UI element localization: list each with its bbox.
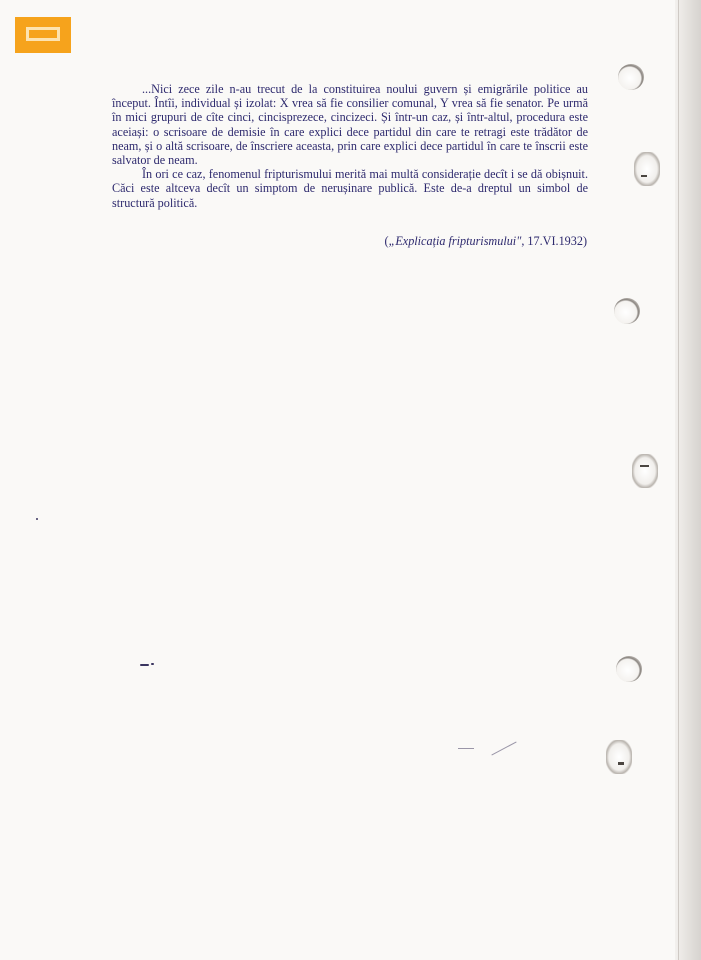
corner-marker-icon (15, 17, 71, 53)
ink-speck (36, 518, 38, 520)
page-edge-line (678, 0, 679, 960)
punch-hole (616, 656, 642, 682)
torn-punch-hole (606, 740, 632, 774)
citation-title: „Explicația fripturismului" (388, 234, 522, 248)
quoted-passage (112, 82, 588, 210)
tear-mark (641, 175, 647, 177)
punch-hole (614, 298, 640, 324)
torn-punch-hole (634, 152, 660, 186)
punch-hole (618, 64, 644, 90)
stray-mark (458, 748, 474, 749)
citation-date: , 17.VI.1932) (521, 234, 587, 248)
ink-speck (140, 664, 149, 666)
tear-mark (640, 465, 649, 467)
stray-mark (491, 741, 516, 755)
torn-punch-hole (632, 454, 658, 488)
tear-mark (618, 762, 624, 765)
paragraph: ...Nici zece zile n-au trecut de la constituirea noului guvern și emigrările politice au început. Întîi, individual și izolat: X vrea să fie consilier comunal, Y vrea să fie senator. Pe urmă în mici grupuri de cîte cinci, cincisprezece, cincizeci. Și într-un caz, și într-altul, procedura este aceiași: o scrisoare de demisie în care explici dece partidul din care te retragi este trădător de neam, și o altă scrisoare, de înscriere aceasta, prin care explici dece partidul în care te înscrii este salvator de neam. (112, 82, 588, 168)
paragraph: În ori ce caz, fenomenul fripturismului merită mai multă considerație decît i se dă obișnuit. Căci este altceva decît un simptom de nerușinare publică. Este de-a dreptul un simbol de structură politică. (112, 167, 588, 210)
citation (385, 234, 588, 249)
corner-marker-inner (26, 27, 60, 41)
ink-speck (151, 663, 154, 665)
citation-open: ( (384, 234, 389, 248)
